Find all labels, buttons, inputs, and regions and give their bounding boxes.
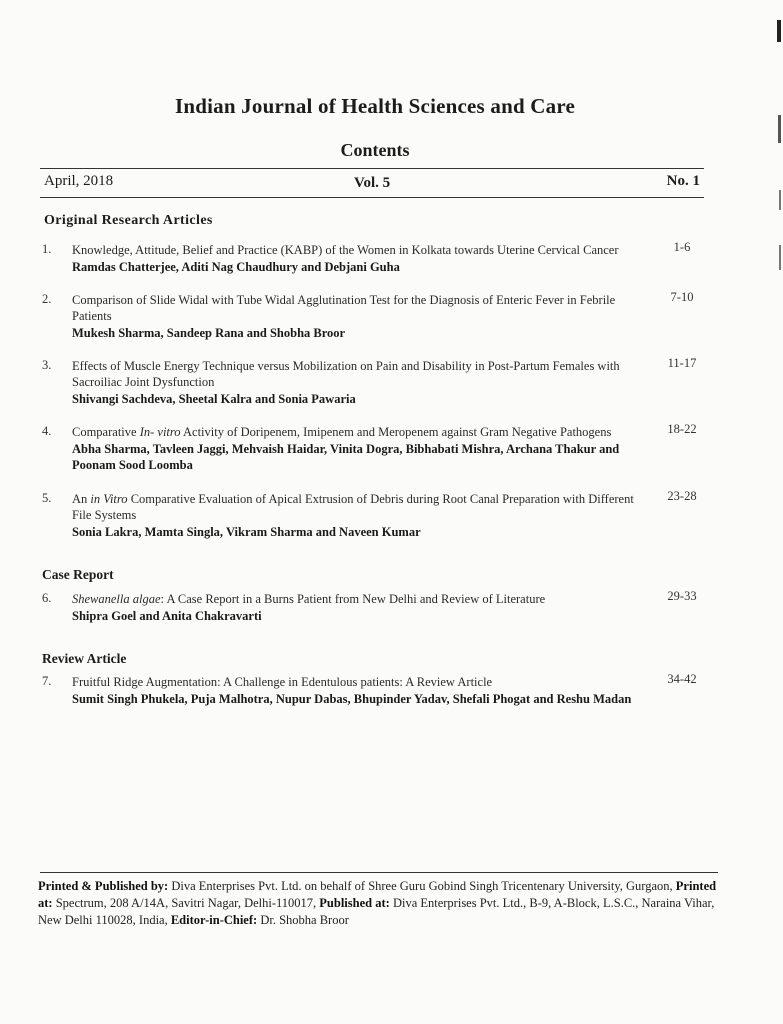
entry-authors: Abha Sharma, Tavleen Jaggi, Mehvaish Haidar, Vinita Dogra, Bibhabati Mishra, Archana Thakur and Poonam Sood Loomba	[72, 442, 620, 472]
scan-edge-mark	[777, 20, 781, 42]
entry-title[interactable]: Comparative In- vitro Activity of Doripenem, Imipenem and Meropenem against Gram Negative Pathogens	[72, 425, 612, 439]
entry-authors: Sumit Singh Phukela, Puja Malhotra, Nupur Dabas, Bhupinder Yadav, Shefali Phogat and Reshu Madan	[72, 692, 632, 706]
publisher-footer: Printed & Published by: Diva Enterprises Pvt. Ltd. on behalf of Shree Guru Gobind Singh Tricentenary University, Gurgaon, Printed at: Spectrum, 208 A/14A, Savitri Nagar, Delhi-110017, Published at: Diva Enterprises Pvt. Ltd., B-9, A-Block, L.S.C., Naraina Vihar, New Delhi 110028, India, Editor-in-Chief: Dr. Shobha Broor	[38, 879, 717, 927]
entry-authors: Sonia Lakra, Mamta Singla, Vikram Sharma and Naveen Kumar	[72, 525, 421, 539]
scan-edge-mark	[779, 190, 781, 210]
entry-authors: Ramdas Chatterjee, Aditi Nag Chaudhury and Debjani Guha	[72, 260, 400, 274]
entry-number: 6.	[42, 591, 52, 605]
entry-pages: 1-6	[673, 240, 691, 254]
entry-pages: 18-22	[667, 422, 697, 436]
entry-title[interactable]: Effects of Muscle Energy Technique versus Mobilization on Pain and Disability in Post-Partum Females with Sacroiliac Joint Dysfunction	[72, 359, 620, 389]
footer-divider	[40, 872, 718, 873]
entry-authors: Mukesh Sharma, Sandeep Rana and Shobha Broor	[72, 326, 346, 340]
issue-number: No. 1	[666, 173, 700, 189]
entry-authors: Shipra Goel and Anita Chakravarti	[72, 609, 262, 623]
top-divider	[40, 168, 704, 169]
entry-number: 1.	[42, 242, 52, 256]
contents-heading: Contents	[340, 140, 410, 160]
scan-edge-mark	[778, 115, 781, 143]
scan-edge-mark	[779, 245, 781, 270]
entry-title[interactable]: Fruitful Ridge Augmentation: A Challenge in Edentulous patients: A Review Article	[72, 675, 493, 689]
entry-title[interactable]: An in Vitro Comparative Evaluation of Apical Extrusion of Debris during Root Canal Preparation with Different File Systems	[72, 492, 634, 522]
entry-pages: 7-10	[670, 290, 694, 304]
entry-title[interactable]: Shewanella algae: A Case Report in a Burns Patient from New Delhi and Review of Literature	[72, 592, 546, 606]
entry-number: 2.	[42, 292, 52, 306]
issue-info-bar	[44, 173, 700, 195]
entry-number: 5.	[42, 491, 52, 505]
entry-number: 3.	[42, 358, 52, 372]
section-heading-original-research: Original Research Articles	[44, 213, 213, 228]
entry-pages: 23-28	[667, 489, 697, 503]
entry-number: 4.	[42, 424, 52, 438]
entry-number: 7.	[42, 674, 52, 688]
entry-title[interactable]: Comparison of Slide Widal with Tube Widal Agglutination Test for the Diagnosis of Enteric Fever in Febrile Patients	[72, 293, 616, 323]
issue-date: April, 2018	[44, 173, 114, 189]
bottom-divider	[40, 197, 704, 198]
section-heading-case-report: Case Report	[42, 567, 114, 582]
entry-authors: Shivangi Sachdeva, Sheetal Kalra and Sonia Pawaria	[72, 392, 356, 406]
entry-pages: 11-17	[667, 356, 697, 370]
section-heading-review-article: Review Article	[42, 651, 127, 666]
entry-pages: 34-42	[667, 672, 697, 686]
entry-pages: 29-33	[667, 589, 697, 603]
journal-title: Indian Journal of Health Sciences and Care	[174, 94, 576, 118]
issue-volume: Vol. 5	[354, 175, 391, 191]
entry-title[interactable]: Knowledge, Attitude, Belief and Practice (KABP) of the Women in Kolkata towards Uterine Cervical Cancer	[72, 243, 619, 257]
